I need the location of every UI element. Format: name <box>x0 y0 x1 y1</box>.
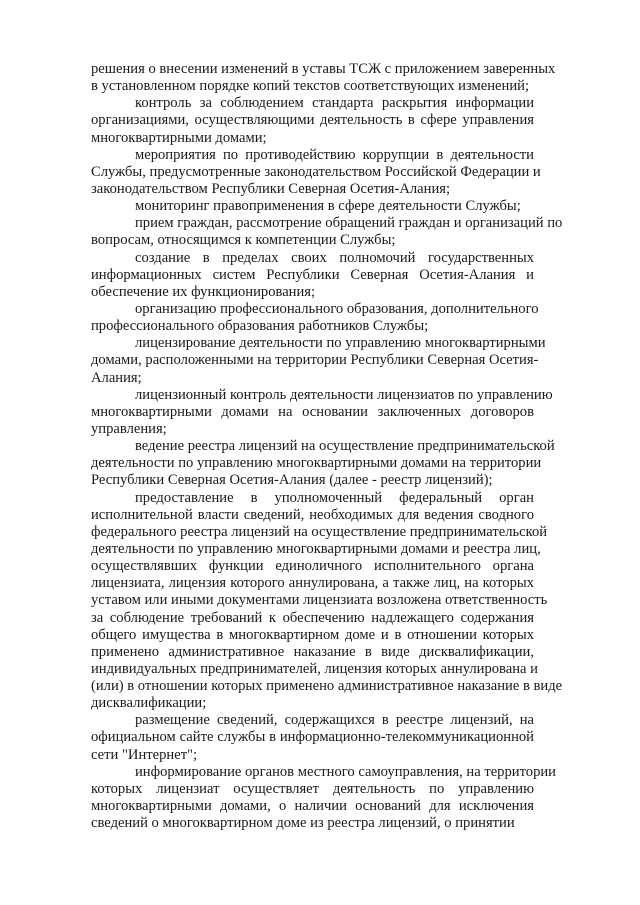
text-line: управления; <box>91 420 167 437</box>
text-line: деятельности по управлению многоквартирными домами и реестра лиц, <box>91 540 541 557</box>
paragraph <box>91 215 563 249</box>
text-line: Службы, предусмотренные законодательством Российской Федерации и <box>91 163 541 180</box>
text-line: за соблюдение требований к обеспечению надлежащего содержания <box>91 609 534 626</box>
text-line: применено административное наказание в виде дисквалификации, <box>91 643 534 660</box>
document-body <box>91 61 563 832</box>
paragraph <box>91 250 534 301</box>
text-line: домами, расположенными на территории Республики Северная Осетия- <box>91 352 539 369</box>
text-line: сведений о многоквартирном доме из реестра лицензий, о принятии <box>91 815 515 832</box>
text-line: осуществлявших функции единоличного исполнительного органа <box>91 558 534 575</box>
text-line: мониторинг правоприменения в сфере деятельности Службы; <box>135 198 521 215</box>
paragraph <box>91 335 546 386</box>
text-line: в установленном порядке копий текстов соответствующих изменений; <box>91 78 530 95</box>
text-line: информационных систем Республики Северная Осетия-Алания и <box>91 266 534 283</box>
text-line: уставом или иными документами лицензиата возложена ответственность <box>91 592 548 609</box>
text-line: предоставление в уполномоченный федеральный орган <box>135 489 534 506</box>
text-line: общего имущества в многоквартирном доме и в отношении которых <box>91 626 534 643</box>
text-line: контроль за соблюдением стандарта раскрытия информации <box>135 95 534 112</box>
text-line: дисквалификации; <box>91 695 207 712</box>
text-line: вопросам, относящимся к компетенции Службы; <box>91 232 396 249</box>
paragraph <box>91 438 555 489</box>
text-line: Алания; <box>91 369 142 386</box>
paragraph <box>91 712 534 763</box>
text-line: которых лицензиат осуществляет деятельность по управлению <box>91 780 534 797</box>
text-line: официальном сайте службы в информационно-телекоммуникационной <box>91 729 534 746</box>
text-line: Республики Северная Осетия-Алания (далее - реестр лицензий); <box>91 472 493 489</box>
paragraph <box>91 146 541 198</box>
paragraph <box>91 198 534 215</box>
paragraph <box>91 489 563 713</box>
text-line: ведение реестра лицензий на осуществление предпринимательской <box>135 438 555 455</box>
text-line: многоквартирными домами; <box>91 129 267 146</box>
paragraph <box>91 386 553 438</box>
text-line: лицензиата, лицензия которого аннулирована, а также лиц, на которых <box>91 575 534 592</box>
text-line: многоквартирными домами на основании заключенных договоров <box>91 403 534 420</box>
text-line: размещение сведений, содержащихся в реестре лицензий, на <box>135 712 534 729</box>
text-line: прием граждан, рассмотрение обращений граждан и организаций по <box>135 215 563 232</box>
text-line: организациями, осуществляющими деятельность в сфере управления <box>91 112 534 129</box>
text-line: сети "Интернет"; <box>91 746 198 763</box>
text-line: создание в пределах своих полномочий государственных <box>135 249 534 266</box>
text-line: лицензирование деятельности по управлению многоквартирными <box>135 335 546 352</box>
paragraph <box>91 61 556 95</box>
text-line: многоквартирными домами, о наличии оснований для исключения <box>91 798 534 815</box>
text-line: исполнительной власти сведений, необходимых для ведения сводного <box>91 506 534 523</box>
paragraph <box>91 300 539 335</box>
text-line: мероприятия по противодействию коррупции в деятельности <box>135 146 534 163</box>
text-line: организацию профессионального образования, дополнительного <box>135 300 539 317</box>
paragraph <box>91 763 556 833</box>
text-line: индивидуальных предпринимателей, лицензия которых аннулирована и <box>91 660 538 677</box>
text-line: (или) в отношении которых применено административное наказание в виде <box>91 678 563 695</box>
text-line: федерального реестра лицензий на осуществление предпринимательской <box>91 523 548 540</box>
text-line: профессионального образования работников Службы; <box>91 318 429 335</box>
text-line: решения о внесении изменений в уставы ТСЖ с приложением заверенных <box>91 61 556 77</box>
paragraph <box>91 95 534 146</box>
text-line: лицензионный контроль деятельности лицензиатов по управлению <box>135 386 553 403</box>
text-line: деятельности по управлению многоквартирными домами на территории <box>91 455 542 472</box>
text-line: информирование органов местного самоуправления, на территории <box>135 763 556 780</box>
text-line: обеспечение их функционирования; <box>91 283 316 300</box>
text-line: законодательством Республики Северная Осетия-Алания; <box>91 180 451 197</box>
